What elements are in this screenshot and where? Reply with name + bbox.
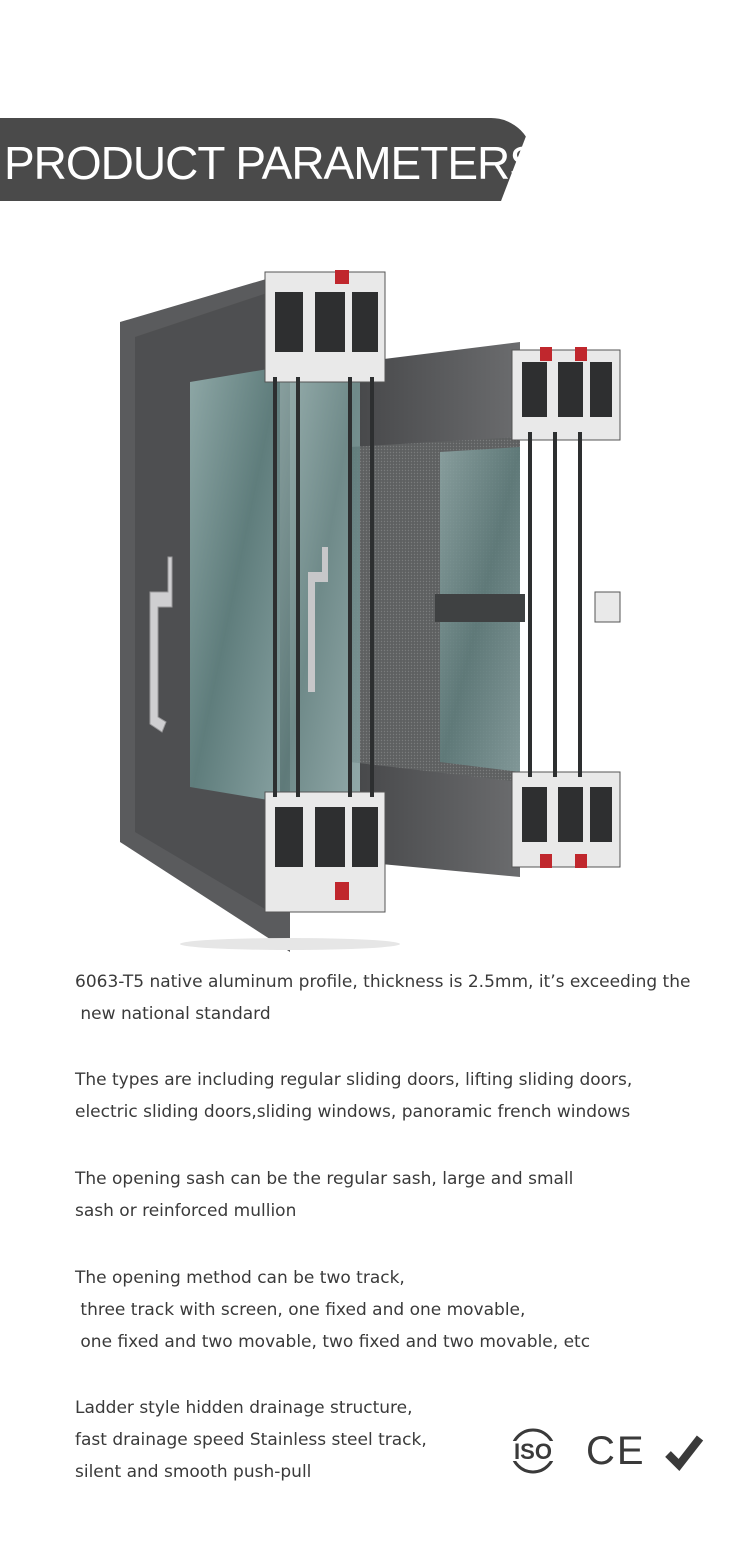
page-title: PRODUCT PARAMETERS — [4, 137, 539, 189]
paragraph-profile: 6063-T5 native aluminum profile, thickness is 2.5mm, it’s exceeding the new national standard — [75, 972, 691, 1024]
paragraph-sash: The opening sash can be the regular sash, large and small sash or reinforced mullion — [75, 1169, 574, 1221]
iso-icon — [506, 1426, 560, 1476]
rear-sash — [350, 342, 620, 877]
paragraph-types: The types are including regular sliding doors, lifting sliding doors, electric sliding doors,sliding windows, panoramic french windows — [75, 1070, 633, 1122]
paragraph-drainage: Ladder style hidden drainage structure, fast drainage speed Stainless steel track, silent and smooth push-pull — [75, 1398, 427, 1482]
front-sash — [120, 270, 400, 952]
paragraph-opening-method: The opening method can be two track, three track with screen, one fixed and one movable, one fixed and two movable, two fixed and two movable, etc — [75, 1268, 591, 1352]
ce-mark-icon: CE — [586, 1429, 646, 1473]
checkmark-icon — [664, 1426, 704, 1476]
window-profile-image — [110, 262, 630, 952]
svg-text:ISO: ISO — [514, 1439, 552, 1464]
